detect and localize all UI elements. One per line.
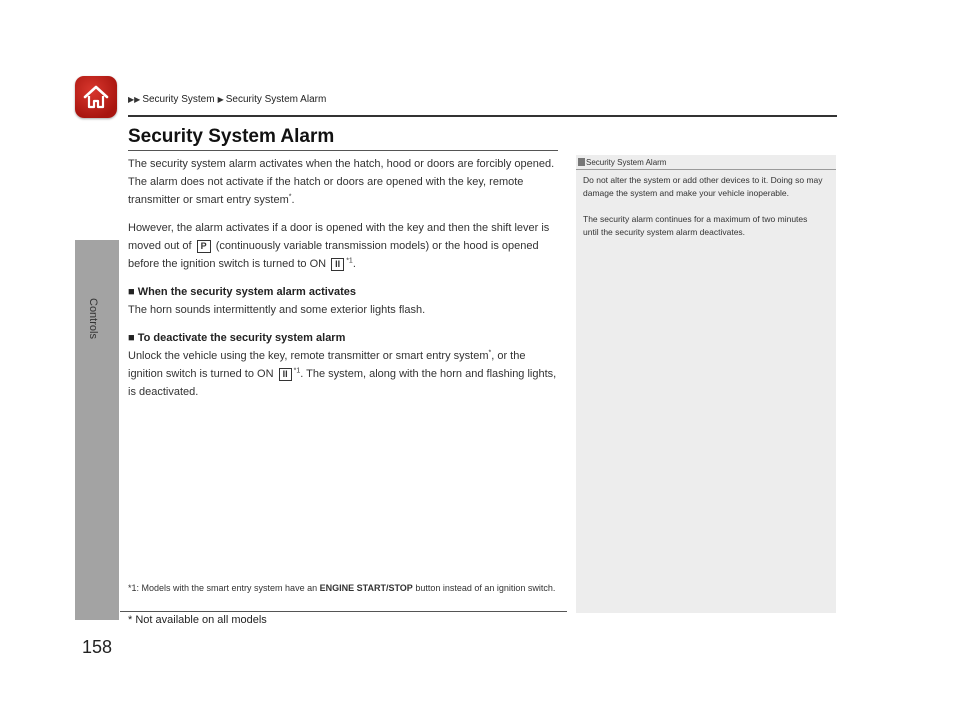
header-divider (128, 115, 837, 117)
sidebar-note (576, 155, 836, 613)
sidebar-paragraph-1: Do not alter the system or add other devices to it. Doing so may damage the system and make your vehicle inoperable. (583, 175, 823, 198)
chapter-side-tab[interactable] (75, 240, 119, 620)
ignition-on-symbol: II (331, 258, 344, 271)
home-icon (82, 84, 110, 110)
engine-start-stop-label: ENGINE START/STOP (319, 583, 413, 593)
footnote-reference[interactable]: *1 (346, 257, 353, 265)
intro-paragraph-1: The security system alarm activates when the hatch, hood or doors are forcibly opened. The alarm does not activate if the hatch or doors are opened with the key, remote transmitter or smart entry system*. (128, 158, 555, 206)
note-marker-icon (578, 158, 585, 166)
breadcrumb-arrow-icon: ▶ (217, 95, 224, 104)
sidebar-paragraph-2: The security alarm continues for a maximum of two minutes until the security system alarm deactivates. (583, 214, 808, 237)
breadcrumb-item-security-system-alarm[interactable]: Security System Alarm (225, 94, 327, 105)
chapter-label: Controls (87, 298, 99, 339)
availability-mark: * (488, 349, 492, 357)
sidebar-body (583, 174, 823, 252)
sidebar-heading: Security System Alarm (576, 155, 836, 170)
footnote-divider (120, 611, 567, 612)
page-title: Security System Alarm (128, 126, 335, 147)
home-button[interactable] (75, 76, 117, 118)
section-heading-activates: ■ When the security system alarm activates (128, 286, 356, 298)
availability-mark: * (288, 193, 292, 201)
breadcrumb (128, 94, 326, 105)
ignition-on-symbol: II (279, 368, 292, 381)
main-content (128, 155, 560, 411)
breadcrumb-item-security-system[interactable]: Security System (142, 94, 215, 105)
breadcrumb-arrow-icon: ▶▶ (128, 95, 141, 104)
title-divider (128, 150, 558, 151)
not-available-note: * Not available on all models (128, 614, 267, 626)
intro-paragraph-2: However, the alarm activates if a door is opened with the key and then the shift lever is moved out of P (continuously variable transmission models) or the hood is opened before the ignition switch is turned to ON II $^{*1}$. (128, 222, 550, 270)
footnote: *1: Models with the smart entry system have an ENGINE START/STOP button instead of an ignition switch. (128, 583, 556, 593)
park-position-symbol: P (197, 240, 211, 253)
section-heading-deactivate: ■ To deactivate the security system alarm (128, 332, 346, 344)
section-text-activates: The horn sounds intermittently and some exterior lights flash. (128, 304, 426, 316)
footnote-reference[interactable]: *1 (293, 367, 301, 375)
section-text-deactivate: Unlock the vehicle using the key, remote transmitter or smart entry system*, or the ignition switch is turned to ON II $^{*1}$. The system, along with the horn and flashing lights, is deactivated. (128, 349, 557, 398)
page-number: 158 (82, 637, 113, 657)
